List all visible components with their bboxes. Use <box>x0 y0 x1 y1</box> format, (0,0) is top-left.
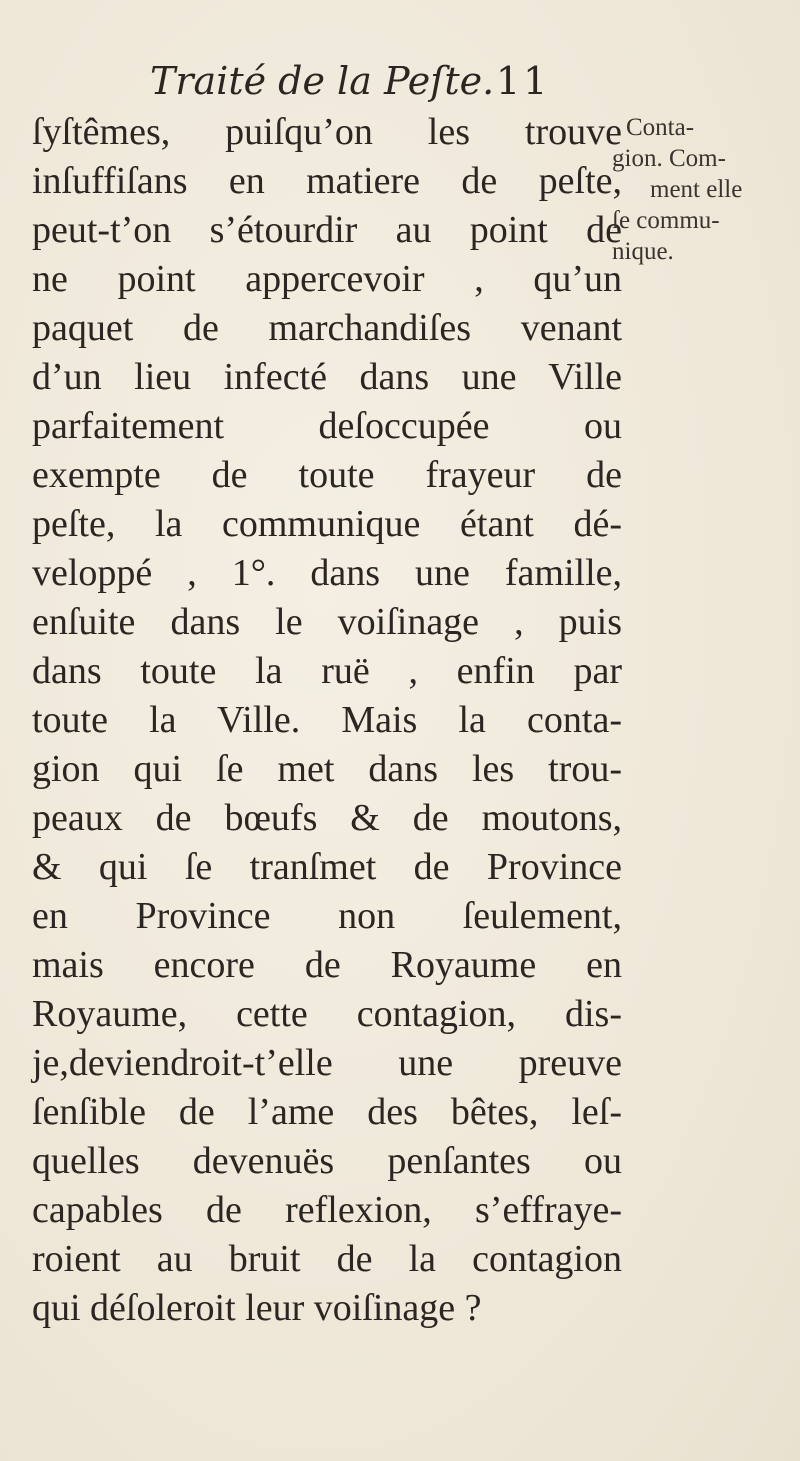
running-title: Traité de la Peſte. <box>150 59 495 103</box>
text-line: en Province non ſeulement, <box>32 895 622 937</box>
text-line: ne point appercevoir , qu’un <box>32 258 622 300</box>
text-line: ſenſible de l’ame des bêtes, leſ- <box>32 1091 622 1133</box>
body-text <box>32 108 622 1333</box>
text-line: quelles devenuës penſantes ou <box>32 1140 622 1182</box>
page-number: 11 <box>496 59 551 103</box>
note-line: Conta- <box>626 114 695 141</box>
note-line: ſe commu- <box>612 207 720 234</box>
text-line: dans toute la ruë , enfin par <box>32 650 622 692</box>
text-line: & qui ſe tranſmet de Province <box>32 846 622 888</box>
text-line: d’un lieu infecté dans une Ville <box>32 356 622 398</box>
text-line: toute la Ville. Mais la conta- <box>32 699 622 741</box>
text-line: Royaume, cette contagion, dis- <box>32 993 622 1035</box>
text-line: peaux de bœufs & de moutons, <box>32 797 622 839</box>
note-line: gion. Com- <box>612 145 726 172</box>
text-line: parfaitement deſoccupée ou <box>32 405 622 447</box>
note-line: nique. <box>612 238 674 265</box>
text-line: enſuite dans le voiſinage , puis <box>32 601 622 643</box>
text-line: exempte de toute frayeur de <box>32 454 622 496</box>
text-line: paquet de marchandiſes venant <box>32 307 622 349</box>
text-line: ſyſtêmes, puiſqu’on les trouve <box>32 111 622 153</box>
note-line: ment elle <box>650 176 743 203</box>
marginal-note <box>612 112 792 267</box>
page-header <box>150 56 610 106</box>
text-line: veloppé , 1°. dans une famille, <box>32 552 622 594</box>
text-line: capables de reflexion, s’effraye- <box>32 1189 622 1231</box>
text-line: peſte, la communique étant dé- <box>32 503 622 545</box>
text-line: peut-t’on s’étourdir au point de <box>32 209 622 251</box>
text-line: mais encore de Royaume en <box>32 944 622 986</box>
text-line: je,deviendroit-t’elle une preuve <box>32 1042 622 1084</box>
text-line: inſuffiſans en matiere de peſte, <box>32 160 622 202</box>
text-line: roient au bruit de la contagion <box>32 1238 622 1280</box>
text-line: gion qui ſe met dans les trou- <box>32 748 622 790</box>
text-line: qui déſoleroit leur voiſinage ? <box>32 1287 482 1329</box>
